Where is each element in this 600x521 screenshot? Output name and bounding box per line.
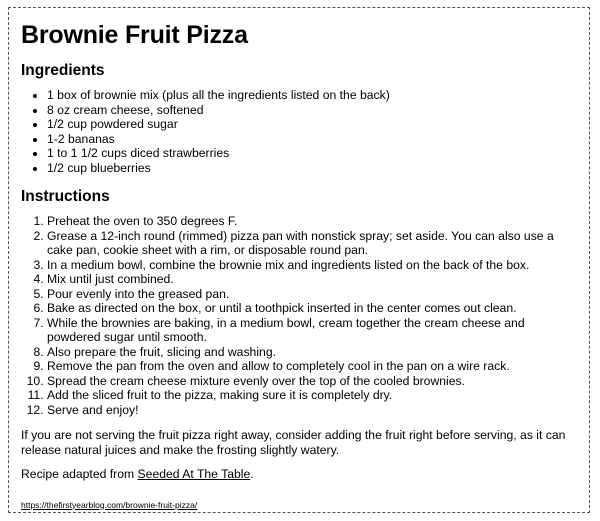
instruction-step: 10. Spread the cream cheese mixture evenly over the top of the cooled brownies. — [47, 374, 579, 389]
instruction-step: 3. In a medium bowl, combine the brownie mix and ingredients listed on the back of the box. — [47, 258, 579, 273]
credit-suffix: . — [250, 467, 254, 481]
recipe-card — [8, 7, 590, 513]
serving-note: If you are not serving the fruit pizza right away, consider adding the fruit right before serving, as it can release natural juices and make the frosting slightly watery. — [21, 428, 566, 457]
instructions-heading: Instructions — [21, 188, 110, 205]
instruction-step: 1. Preheat the oven to 350 degrees F. — [47, 214, 579, 229]
instruction-step: 11. Add the sliced fruit to the pizza, making sure it is completely dry. — [47, 388, 579, 403]
ingredients-list — [21, 88, 579, 175]
source-footer — [21, 495, 579, 513]
ingredient-item: • 1/2 cup blueberries — [47, 161, 579, 176]
ingredient-item: • 1 box of brownie mix (plus all the ingredients listed on the back) — [47, 88, 579, 103]
ingredient-item: • 8 oz cream cheese, softened — [47, 103, 579, 118]
ingredient-item: • 1/2 cup powdered sugar — [47, 117, 579, 132]
source-url-link[interactable]: https://thefirstyearblog.com/brownie-fruit-pizza/ — [21, 499, 198, 510]
instruction-step: 6. Bake as directed on the box, or until a toothpick inserted in the center comes out clean. — [47, 301, 579, 316]
instruction-step: 2. Grease a 12-inch round (rimmed) pizza pan with nonstick spray; set aside. You can also use a cake pan, cookie sheet with a rim, or disposable round pan. — [47, 229, 579, 258]
instruction-step: 7. While the brownies are baking, in a medium bowl, cream together the cream cheese and powdered sugar until smooth. — [47, 316, 579, 345]
instruction-step: 12. Serve and enjoy! — [47, 403, 579, 418]
instruction-step: 9. Remove the pan from the oven and allow to completely cool in the pan on a wire rack. — [47, 359, 579, 374]
instruction-step: 8. Also prepare the fruit, slicing and washing. — [47, 345, 579, 360]
recipe-title: Brownie Fruit Pizza — [21, 21, 248, 49]
recipe-credit — [21, 467, 579, 482]
credit-prefix: Recipe adapted from — [21, 467, 138, 481]
ingredient-item: • 1-2 bananas — [47, 132, 579, 147]
ingredient-item: • 1 to 1 1/2 cups diced strawberries — [47, 146, 579, 161]
instruction-step: 5. Pour evenly into the greased pan. — [47, 287, 579, 302]
ingredients-heading: Ingredients — [21, 62, 105, 79]
instruction-step: 4. Mix until just combined. — [47, 272, 579, 287]
instructions-list — [21, 214, 579, 417]
seeded-at-the-table-link[interactable]: Seeded At The Table — [137, 467, 251, 481]
